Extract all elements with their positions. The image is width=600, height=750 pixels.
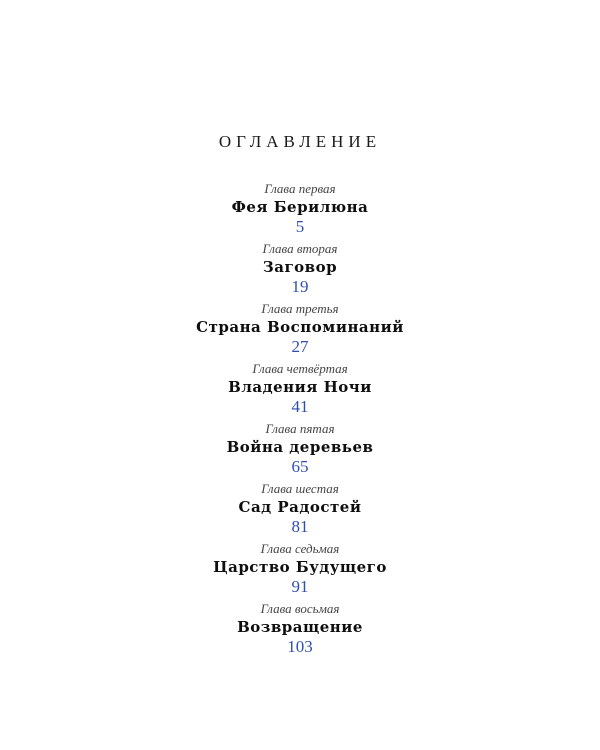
toc-entry[interactable]	[0, 481, 600, 541]
chapter-title: Царство Будущего	[213, 558, 387, 576]
chapter-label: Глава первая	[264, 181, 336, 196]
toc-entry[interactable]	[0, 541, 600, 601]
chapter-page-number[interactable]: 81	[291, 517, 309, 536]
chapter-label: Глава четвёртая	[252, 361, 348, 376]
toc-title: ОГЛАВЛЕНИЕ	[218, 132, 382, 151]
chapter-label: Глава шестая	[261, 481, 339, 496]
chapter-label: Глава седьмая	[260, 541, 340, 556]
chapter-title: Владения Ночи	[228, 378, 372, 396]
chapter-title: Возвращение	[237, 618, 363, 636]
toc-entry[interactable]	[0, 421, 600, 481]
toc-entry[interactable]	[0, 181, 600, 241]
toc-entry[interactable]	[0, 601, 600, 661]
chapter-page-number[interactable]: 5	[295, 217, 305, 236]
chapter-page-number[interactable]: 41	[291, 397, 309, 416]
chapter-label: Глава восьмая	[260, 601, 340, 616]
toc-entry[interactable]	[0, 301, 600, 361]
chapter-page-number[interactable]: 103	[287, 637, 313, 656]
chapter-page-number[interactable]: 65	[291, 457, 309, 476]
toc-entry[interactable]	[0, 241, 600, 301]
chapter-label: Глава пятая	[265, 421, 335, 436]
chapter-title: Страна Воспоминаний	[196, 318, 404, 336]
chapter-title: Война деревьев	[226, 438, 374, 456]
chapter-title: Сад Радостей	[238, 498, 362, 516]
chapter-label: Глава вторая	[262, 241, 338, 256]
chapter-title: Заговор	[262, 258, 338, 276]
chapter-page-number[interactable]: 27	[291, 337, 309, 356]
chapter-page-number[interactable]: 19	[291, 277, 309, 296]
chapter-label: Глава третья	[261, 301, 339, 316]
toc-list	[0, 181, 600, 661]
chapter-page-number[interactable]: 91	[291, 577, 309, 596]
toc-entry[interactable]	[0, 361, 600, 421]
chapter-title: Фея Берилюна	[231, 198, 369, 216]
